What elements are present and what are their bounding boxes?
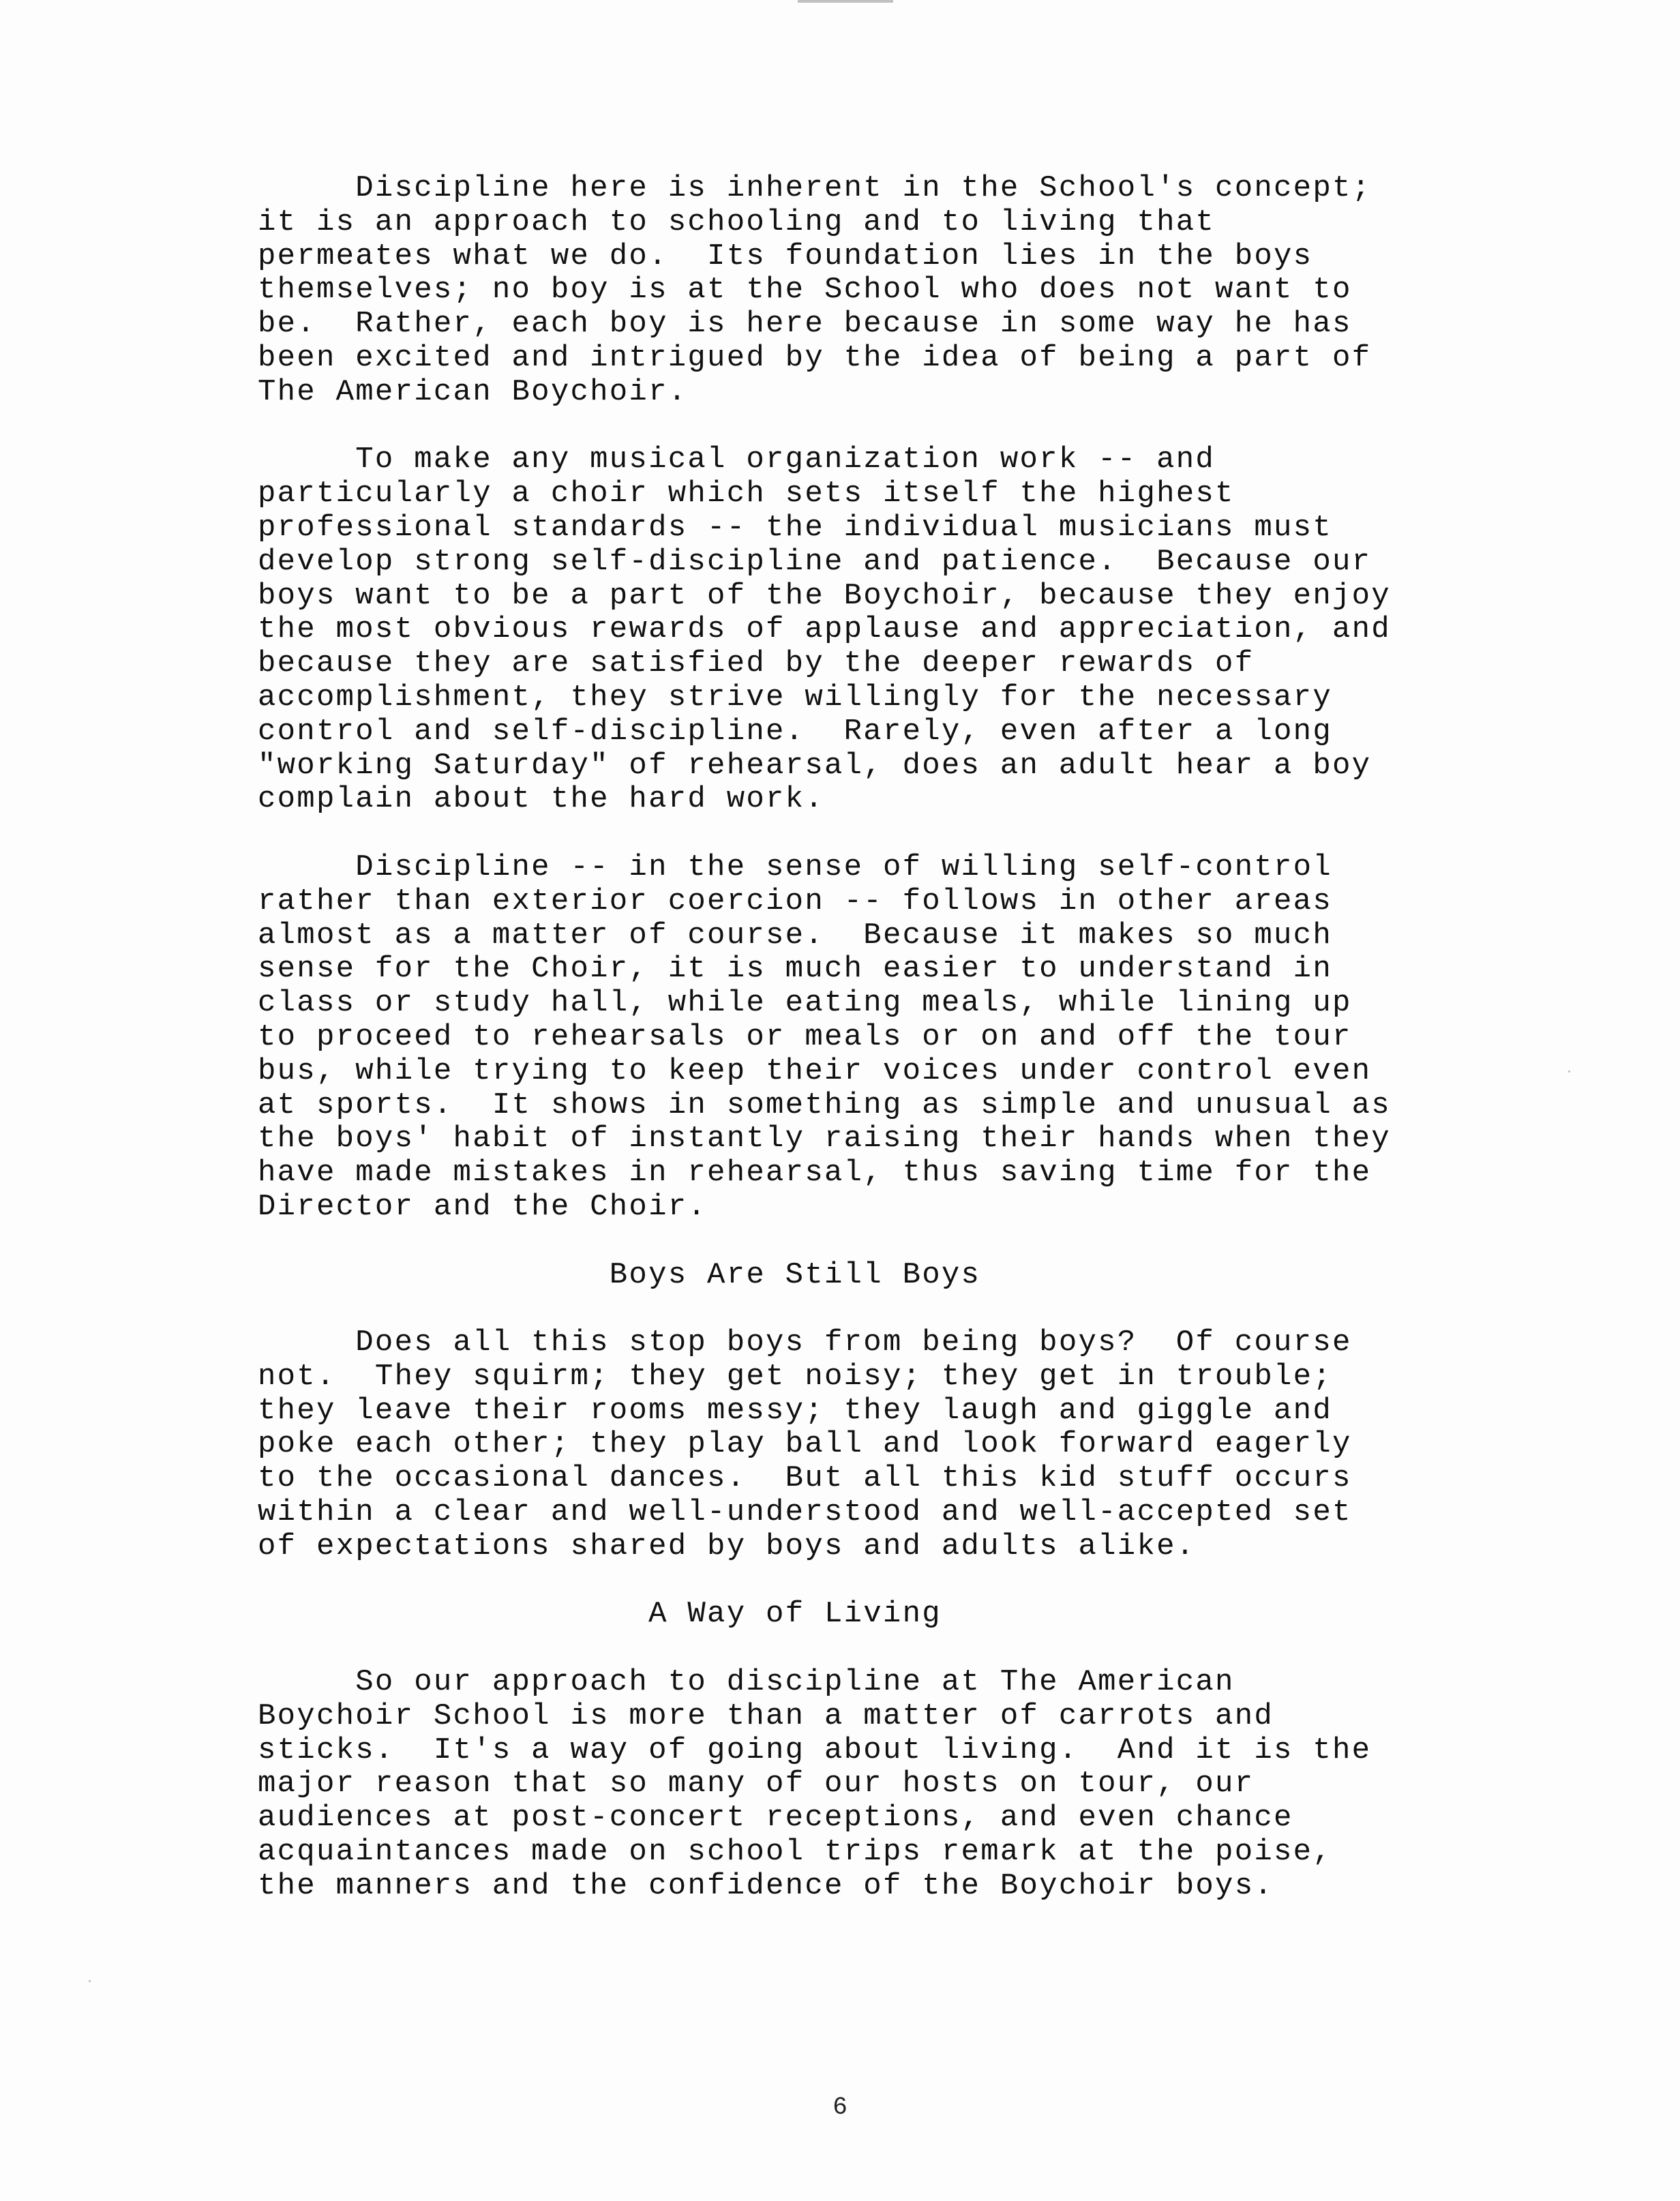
paragraph-way-of-living: So our approach to discipline at The American Boychoir School is more than a matter of carrots and sticks. It's a way of going about living. And it is the major reason that so many of our hosts on tour, our audiences at post-concert receptions, and even chance acquaintances made on school trips remark at the poise, the manners and the confidence of the Boychoir boys. xyxy=(258,1665,1372,1903)
paragraph-musical-organization: To make any musical organization work -- and particularly a choir which sets itself the highest professional standards -- the individual musicians must develop strong self-discipline and patience. Because our boys want to be a part of the Boychoir, because they enjoy the most obvious rewards of applause and appreciation, and because they are satisfied by the deeper rewards of accomplishment, they strive willingly for the necessary control and self-discipline. Rarely, even after a long "working Saturday" of rehearsal, does an adult hear a boy complain about the hard work. xyxy=(258,443,1391,817)
document-body xyxy=(258,172,1458,1937)
scan-speck xyxy=(1568,1070,1570,1073)
scan-speck xyxy=(89,1980,91,1982)
paragraph-discipline-concept: Discipline here is inherent in the School's concept; it is an approach to schooling and to living that permeates what we do. Its foundation lies in the boys themselves; no boy is at the School who does not want to be. Rather, each boy is here because in some way he has been excited and intrigued by the idea of being a part of The American Boychoir. xyxy=(258,171,1372,409)
page-number: 6 xyxy=(832,2093,847,2121)
paragraph-self-control: Discipline -- in the sense of willing self-control rather than exterior coercion -- follows in other areas almost as a matter of course. Because it makes so much sense for the Choir, it is much easier to understand in class or study hall, while eating meals, while lining up to proceed to rehearsals or meals or on and off the tour bus, while trying to keep their voices under control even at sports. It shows in something as simple and unusual as the boys' habit of instantly raising their hands when they have made mistakes in rehearsal, thus saving time for the Director and the Choir. xyxy=(258,850,1391,1224)
scan-artifact-top xyxy=(798,0,893,3)
section-heading-a-way-of-living: A Way of Living xyxy=(648,1597,942,1632)
section-heading-boys-are-still-boys: Boys Are Still Boys xyxy=(609,1257,981,1292)
paragraph-boys-being-boys: Does all this stop boys from being boys? Of course not. They squirm; they get noisy; they get in trouble; they leave their rooms messy; they laugh and giggle and poke each other; they play ball and look forward eagerly to the occasional dances. But all this kid stuff occurs within a clear and well-understood and well-accepted set of expectations shared by boys and adults alike. xyxy=(258,1326,1352,1563)
